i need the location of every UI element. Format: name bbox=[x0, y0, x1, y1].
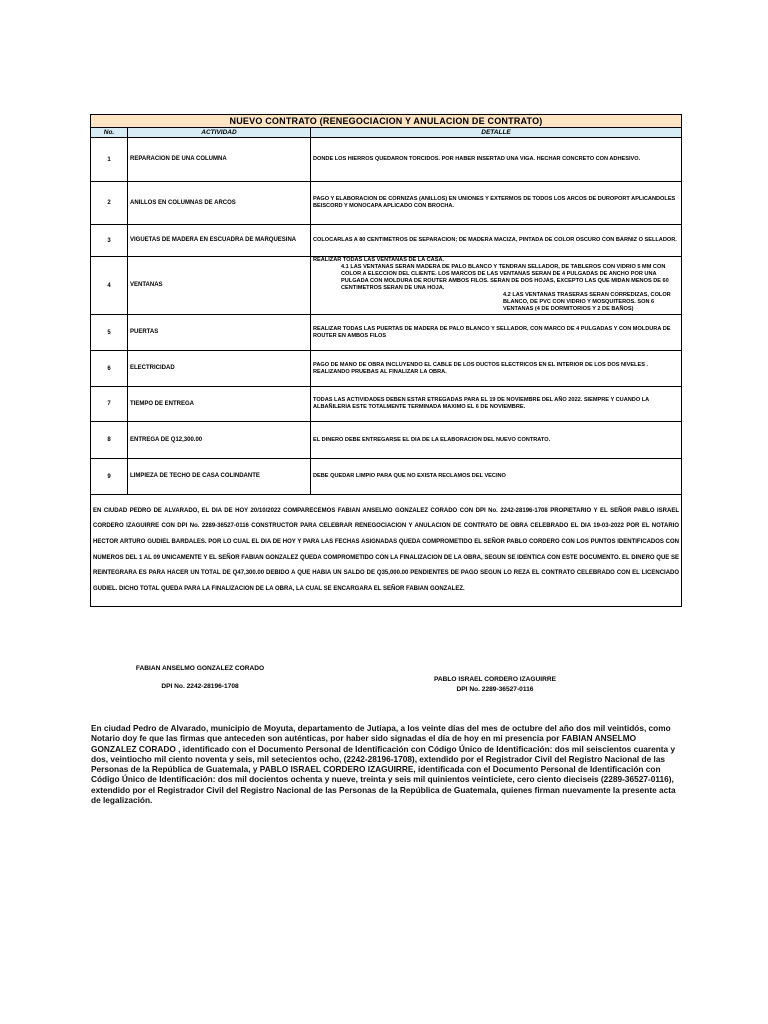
row-number: 9 bbox=[91, 459, 128, 495]
table-row bbox=[91, 387, 682, 422]
detail-line: REALIZAR TODAS LAS VENTANAS DE LA CASA. bbox=[313, 257, 445, 263]
closing-statement: EN CIUDAD PEDRO DE ALVARADO, EL DIA DE HOY 20/10/2022 COMPARECEMOS FABIAN ANSELMO GONZALEZ CORADO CON DPI No. 2242-28196-1708 PROPIETARIO Y EL SEÑOR PABLO ISRAEL CORDERO IZAGUIRRE CON DPI No. 2289-36527-0116 CONSTRUCTOR PARA CELEBRAR RENEGOCIACION Y ANULACION DE CONTRATO DE OBRA CELEBRADO EL DIA 19-03-2022 POR EL NOTARIO HECTOR ARTURO GUDIEL BARDALES. POR LO CUAL EL DIA DE HOY Y PARA LAS FECHAS ASIGNADAS QUEDA COMPROMETIDO EL SEÑOR PABLO CORDERO CON LOS PUNTOS IDENTIFICADOS CON NUMEROS DEL 1 AL 09 UNICAMENTE Y EL SEÑOR FABIAN GONZALEZ QUEDA COMPROMETIDO CON LA FINALIZACION DE LA OBRA, SEGUN SE IDENTICA CON ESTE DOCUMENTO. EL DINERO QUE SE REINTEGRARA ES PARA HACER UN TOTAL DE Q47,300.00 DEBIDO A QUE HABIA UN SALDO DE Q35,000.00 PENDIENTES DE PAGO SEGUN LO REZA EL CONTRATO CELEBRADO CON EL LICENCIADO GUDIEL. DICHO TOTAL QUEDA PARA LA FINALIZACION DE LA OBRA, LA CUAL SE ENCARGARA EL SEÑOR FABIAN GONZALEZ. bbox=[91, 495, 682, 607]
signature-right bbox=[400, 676, 590, 693]
contract-table bbox=[90, 114, 682, 607]
row-detail: PAGO DE MANO DE OBRA INCLUYENDO EL CABLE DE LOS DUCTOS ELECTRICOS EN EL INTERIOR DE LOS DOS NIVELES . REALIZANDO PRUEBAS AL FINALIZAR LA OBRA. bbox=[311, 351, 682, 387]
closing-row bbox=[91, 495, 682, 607]
row-number: 1 bbox=[91, 138, 128, 182]
row-detail: COLOCARLAS A 80 CENTIMETROS DE SEPARACION; DE MADERA MACIZA, PINTADA DE COLOR OSCURO CON BARNIZ O SELLADOR. bbox=[311, 225, 682, 257]
row-activity: ENTREGA DE Q12,300.00 bbox=[128, 422, 311, 459]
row-number: 6 bbox=[91, 351, 128, 387]
row-detail: EL DINERO DEBE ENTREGARSE EL DIA DE LA ELABORACION DEL NUEVO CONTRATO. bbox=[311, 422, 682, 459]
detail-line: 4.2 LAS VENTANAS TRASERAS SERAN CORREDIZAS, COLOR BLANCO, DE PVC CON VIDRIO Y MOSQUITEROS. SON 6 VENTANAS (4 DE DORMITORIOS Y 2 DE BAÑOS) bbox=[503, 292, 671, 312]
row-number: 8 bbox=[91, 422, 128, 459]
header-row bbox=[91, 128, 682, 138]
signer-dpi: DPI No. 2242-28196-1708 bbox=[161, 683, 239, 690]
row-detail: DEBE QUEDAR LIMPIO PARA QUE NO EXISTA RECLAMOS DEL VECINO bbox=[311, 459, 682, 495]
row-number: 2 bbox=[91, 182, 128, 225]
table-row bbox=[91, 422, 682, 459]
table-row bbox=[91, 459, 682, 495]
row-number: 7 bbox=[91, 387, 128, 422]
row-number: 5 bbox=[91, 315, 128, 351]
row-detail: TODAS LAS ACTIVIDADES DEBEN ESTAR ETREGADAS PARA EL 19 DE NOVIEMBRE DEL AÑO 2022. SIEMPRE Y CUANDO LA ALBAÑILERIA ESTE TOTALMENTE TERMINADA MAXIMO EL 6 DE NOVIEMBRE. bbox=[311, 387, 682, 422]
row-activity: ANILLOS EN COLUMNAS DE ARCOS bbox=[128, 182, 311, 225]
row-detail: REALIZAR TODAS LAS PUERTAS DE MADERA DE PALO BLANCO Y SELLADOR, CON MARCO DE 4 PULGADAS Y CON MOLDURA DE ROUTER EN AMBOS FILOS bbox=[311, 315, 682, 351]
row-activity: VIGUETAS DE MADERA EN ESCUADRA DE MARQUESINA bbox=[128, 225, 311, 257]
row-activity: REPARACION DE UNA COLUMNA bbox=[128, 138, 311, 182]
row-number: 3 bbox=[91, 225, 128, 257]
header-actividad: ACTIVIDAD bbox=[128, 128, 311, 138]
row-activity: VENTANAS bbox=[128, 257, 311, 315]
row-detail bbox=[311, 257, 682, 315]
legalization-text: En ciudad Pedro de Alvarado, municipio de Moyuta, departamento de Jutiapa, a los veinte días del mes de octubre del año dos mil veintidós, como Notario doy fe que las firmas que anteceden son auténticas, por haber sido signadas el día de hoy en mi presencia por FABIAN ANSELMO GONZALEZ CORADO , identificado con el Documento Personal de Identificación con Código Único de Identificación: dos mil seiscientos cuarenta y dos, veintiocho mil ciento noventa y seis, mil setecientos ocho, (2242-28196-1708), extendido por el Registrador Civil del Registro Nacional de las Personas de la República de Guatemala, y PABLO ISRAEL CORDERO IZAGUIRRE, identificada con el Documento Personal de Identificación con Código Único de Identificación: dos mil docientos ochenta y nueve, treinta y seis mil quinientos veinticiete, cero ciento dieciseis (2289-36527-0116), extendido por el Registrador Civil del Registro Nacional de las Personas de la República de Guatemala, quienes firman nuevamente la presente acta de legalización. bbox=[91, 723, 676, 806]
row-number: 4 bbox=[91, 257, 128, 315]
table-row bbox=[91, 257, 682, 315]
contract-title: NUEVO CONTRATO (RENEGOCIACION Y ANULACION DE CONTRATO) bbox=[91, 115, 682, 128]
row-activity: TIEMPO DE ENTREGA bbox=[128, 387, 311, 422]
table-row bbox=[91, 225, 682, 257]
table-row bbox=[91, 138, 682, 182]
signer-dpi: DPI No. 2289-36527-0116 bbox=[456, 686, 534, 693]
row-detail: DONDE LOS HIERROS QUEDARON TORCIDOS. POR HABER INSERTAD UNA VIGA. HECHAR CONCRETO CON ADHESIVO. bbox=[311, 138, 682, 182]
row-detail: PAGO Y ELABORACION DE CORNIZAS (ANILLOS) EN UNIONES Y EXTERMOS DE TODOS LOS ARCOS DE DUROPORT APLICANDOLES BEISCORD Y MONOCAPA APLICADO CON BROCHA. bbox=[311, 182, 682, 225]
row-activity: ELECTRICIDAD bbox=[128, 351, 311, 387]
row-activity: LIMPIEZA DE TECHO DE CASA COLINDANTE bbox=[128, 459, 311, 495]
signer-name: FABIAN ANSELMO GONZALEZ CORADO bbox=[135, 665, 265, 672]
signature-left bbox=[105, 665, 295, 690]
signer-name: PABLO ISRAEL CORDERO IZAGUIRRE bbox=[433, 676, 557, 683]
header-detalle: DETALLE bbox=[311, 128, 682, 138]
table-row bbox=[91, 182, 682, 225]
title-row bbox=[91, 115, 682, 128]
detail-line: 4.1 LAS VENTANAS SERAN MADERA DE PALO BLANCO Y TENDRAN SELLADOR, DE TABLEROS CON VIDRIO 5 MM CON COLOR A ELECCION DEL CLIENTE. LOS MARCOS DE LAS VENTANAS SERAN DE 4 PULGADAS DE ANCHO POR UNA PULGADA CON MOLDURA DE ROUTER AMBOS FILOS. SERAN DE DOS HOJAS, EXCEPTO LAS QUE MIDAN MENOS DE 60 CENTIMETROS SERAN DE UNA HOJA. bbox=[341, 264, 669, 291]
header-no: No. bbox=[91, 128, 128, 138]
contract-sheet bbox=[90, 114, 681, 607]
row-activity: PUERTAS bbox=[128, 315, 311, 351]
table-row bbox=[91, 351, 682, 387]
table-row bbox=[91, 315, 682, 351]
